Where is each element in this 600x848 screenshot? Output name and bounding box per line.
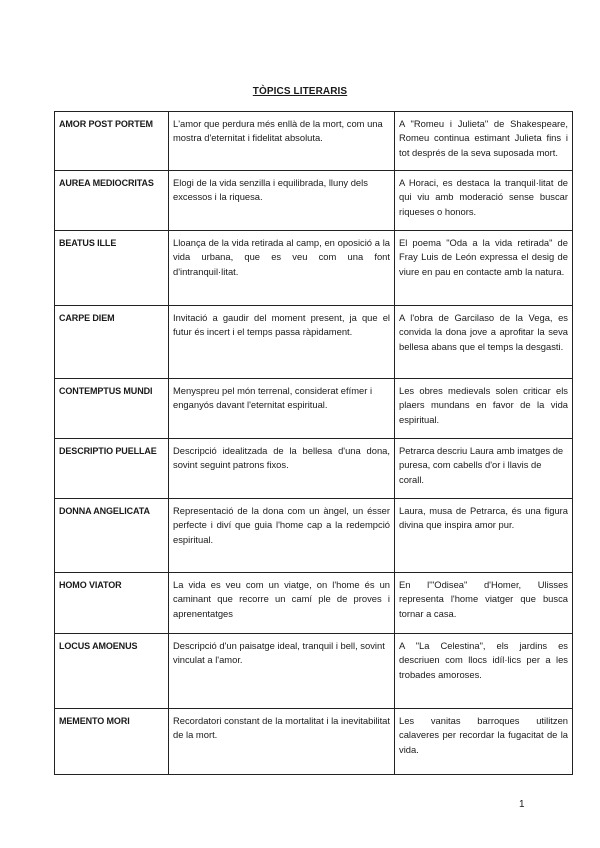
table-row [55, 499, 573, 573]
topic-example: En l'"Odisea" d'Homer, Ulisses representa l'home viatger que busca tornar a casa. [395, 573, 573, 634]
table-row [55, 231, 573, 306]
topic-name: DESCRIPTIO PUELLAE [55, 439, 169, 499]
topic-definition: Elogi de la vida senzilla i equilibrada, lluny dels excessos i la riquesa. [169, 171, 395, 231]
topic-definition: Descripció d'un paisatge ideal, tranquil i bell, sovint vinculat a l'amor. [169, 634, 395, 709]
topic-definition: L'amor que perdura més enllà de la mort, com una mostra d'eternitat i fidelitat absoluta. [169, 112, 395, 171]
table-row [55, 573, 573, 634]
topic-definition: Menyspreu pel món terrenal, considerat efímer i enganyós davant l'eternitat espiritual. [169, 379, 395, 439]
topic-example: Les vanitas barroques utilitzen calaveres per recordar la fugacitat de la vida. [395, 709, 573, 775]
topic-definition: Invitació a gaudir del moment present, ja que el futur és incert i el temps passa ràpidament. [169, 306, 395, 379]
table-row [55, 306, 573, 379]
topic-name: MEMENTO MORI [55, 709, 169, 775]
topic-name: BEATUS ILLE [55, 231, 169, 306]
topic-example: Laura, musa de Petrarca, és una figura divina que inspira amor pur. [395, 499, 573, 573]
topic-name: CONTEMPTUS MUNDI [55, 379, 169, 439]
topic-example: A "La Celestina", els jardins es descriuen com llocs idíl·lics per a les trobades amoroses. [395, 634, 573, 709]
topic-name: LOCUS AMOENUS [55, 634, 169, 709]
topic-name: HOMO VIATOR [55, 573, 169, 634]
table-row [55, 634, 573, 709]
topic-example: A Horaci, es destaca la tranquil·litat de qui viu amb moderació sense buscar riqueses o honors. [395, 171, 573, 231]
topic-definition: La vida es veu com un viatge, on l'home és un caminant que recorre un camí ple de proves i aprenentatges [169, 573, 395, 634]
topic-name: CARPE DIEM [55, 306, 169, 379]
table-row [55, 709, 573, 775]
table-row [55, 379, 573, 439]
topic-example: Petrarca descriu Laura amb imatges de puresa, com cabells d'or i llavis de corall. [395, 439, 573, 499]
topic-example: Les obres medievals solen criticar els plaers mundans en favor de la vida espiritual. [395, 379, 573, 439]
page-title: TÒPICS LITERARIS [252, 86, 348, 97]
topic-example: A l'obra de Garcilaso de la Vega, es convida la dona jove a aprofitar la seva bellesa abans que el temps la desgasti. [395, 306, 573, 379]
topic-definition: Representació de la dona com un àngel, un ésser perfecte i diví que guia l'home cap a la redempció espiritual. [169, 499, 395, 573]
topic-example: A "Romeu i Julieta" de Shakespeare, Romeu continua estimant Julieta fins i tot després de la seva suposada mort. [395, 112, 573, 171]
topic-name: AMOR POST PORTEM [55, 112, 169, 171]
table-row [55, 439, 573, 499]
topic-definition: Descripció idealitzada de la bellesa d'una dona, sovint seguint patrons fixos. [169, 439, 395, 499]
page-number: 1 [519, 799, 525, 810]
topics-table [54, 111, 573, 775]
topic-definition: Lloança de la vida retirada al camp, en oposició a la vida urbana, que es veu com una font d'intranquil·litat. [169, 231, 395, 306]
table-row [55, 171, 573, 231]
topic-example: El poema "Oda a la vida retirada" de Fray Luis de León expressa el desig de viure en pau en contacte amb la natura. [395, 231, 573, 306]
topic-name: DONNA ANGELICATA [55, 499, 169, 573]
topic-definition: Recordatori constant de la mortalitat i la inevitabilitat de la mort. [169, 709, 395, 775]
table-row [55, 112, 573, 171]
topic-name: AUREA MEDIOCRITAS [55, 171, 169, 231]
